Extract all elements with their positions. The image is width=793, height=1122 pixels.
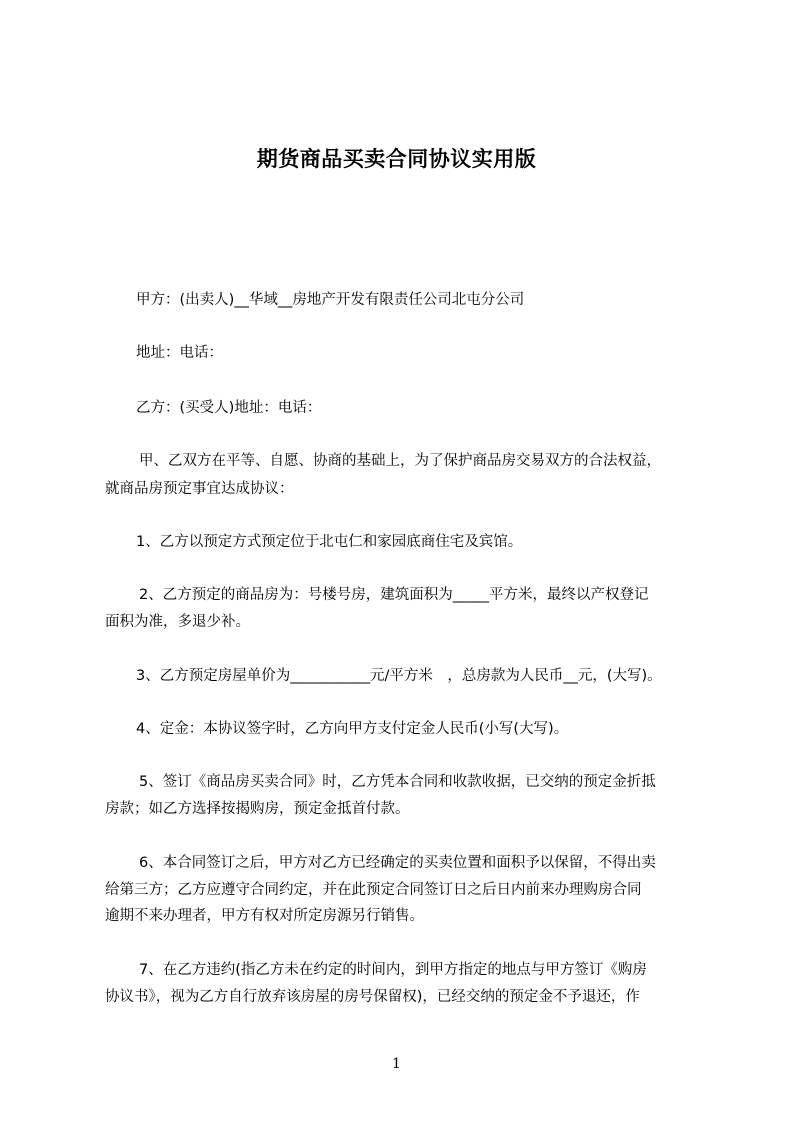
clause-5-line-1: 5、签订《商品房买卖合同》时，乙方凭本合同和收款收据，已交纳的预定金折抵 <box>139 774 656 790</box>
clause-7-line-1: 7、在乙方违约(指乙方未在约定的时间内，到甲方指定的地点与甲方签订《购房 <box>139 962 647 978</box>
address-phone-line: 地址：电话： <box>136 345 223 361</box>
clause-5-line-2: 房款；如乙方选择按揭购房，预定金抵首付款。 <box>105 801 410 817</box>
document-title: 期货商品买卖合同协议实用版 <box>256 147 537 171</box>
clause-7-line-2: 协议书》，视为乙方自行放弃该房屋的房号保留权)，已经交纳的预定金不予退还，作 <box>105 989 640 1005</box>
intro-line-1: 甲、乙双方在平等、自愿、协商的基础上，为了保护商品房交易双方的合法权益， <box>139 453 661 469</box>
clause-6-line-1: 6、本合同签订之后，甲方对乙方已经确定的买卖位置和面积予以保留，不得出卖 <box>139 855 656 871</box>
clause-6-line-2: 给第三方；乙方应遵守合同约定，并在此预定合同签订日之后日内前来办理购房合同 <box>105 882 642 898</box>
clause-2-line-1: 2、乙方预定的商品房为：号楼号房，建筑面积为_____平方米，最终以产权登记 <box>139 587 649 603</box>
clause-4-line-1: 4、定金：本协议签字时，乙方向甲方支付定金人民币(小写(大写)。 <box>136 721 569 737</box>
clause-2-line-2: 面积为准，多退少补。 <box>105 614 250 630</box>
clause-6-line-3: 逾期不来办理者，甲方有权对所定房源另行销售。 <box>105 908 424 924</box>
party-a-line: 甲方：(出卖人)__华域__房地产开发有限责任公司北屯分公司 <box>136 292 525 308</box>
intro-line-2: 就商品房预定事宜达成协议： <box>105 481 294 497</box>
clause-3-line-1: 3、乙方预定房屋单价为___________元/平方米 ，总房款为人民币__元，(大写)。 <box>136 668 662 684</box>
clause-1-line-1: 1、乙方以预定方式预定位于北屯仁和家园底商住宅及宾馆。 <box>136 534 523 550</box>
page-number: 1 <box>392 1056 401 1072</box>
party-b-line: 乙方：(买受人)地址：电话： <box>136 400 322 416</box>
